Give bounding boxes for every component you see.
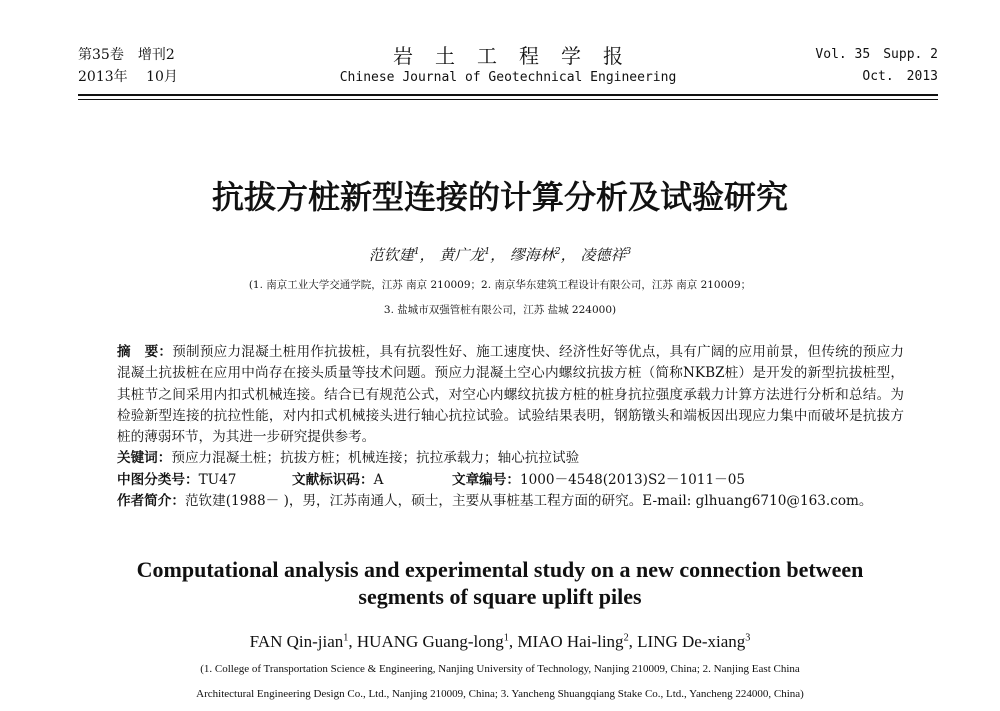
document-code: 文献标识码：A [292,471,384,488]
journal-name-en: Chinese Journal of Geotechnical Engineering [339,70,677,85]
author-en: HUANG Guang-long$^1$, [356,632,518,651]
keywords [117,448,904,469]
keywords-label: 关键词： [117,450,172,467]
authors-en [0,632,1000,652]
abstract-label: 摘 要： [117,344,173,360]
author-bio-label: 作者简介： [117,493,185,510]
author-bio [117,491,904,512]
affiliation-cn-line1: (1. 南京工业大学交通学院，江苏 南京 210009；2. 南京华东建筑工程设计有限公司，江苏 南京 210009； [248,279,752,291]
affiliation-cn-line2: 3. 盐城市双强管桩有限公司，江苏 盐城 224000) [383,304,617,316]
header-right [815,44,938,88]
abstract [117,342,904,448]
author-cn: 黄广龙$^1$， [439,246,506,264]
journal-name-cn: 岩土工程学报 [393,44,645,68]
paper-title-en [0,556,1000,610]
article-number: 文章编号：1000－4548(2013)S2－1011－05 [452,471,745,488]
author-en: FAN Qin-jian$^1$, [249,632,357,651]
publication-date-en: Oct. 2013 [862,69,938,84]
header-center [78,44,938,88]
classification-line [117,470,904,491]
volume-supp-en: Vol. 35 Supp. 2 [815,47,938,62]
author-en: LING De-xiang$^3$ [637,632,751,651]
author-cn: 范钦建$^1$， [368,246,435,264]
journal-header [78,44,938,96]
header-rule-thin [78,99,938,100]
abstract-text: 预制预应力混凝土桩用作抗拔桩，具有抗裂性好、施工速度快、经济性好等优点，具有广阔的应用前景，但传统的预应力混凝土抗拔桩在应用中尚存在接头质量等技术问题。预应力混凝土空心内螺纹抗拔方桩（简称NKBZ桩）是开发的新型抗拔桩型，其桩节之间采用内扣式机械连接。结合已有规范公式，对空心内螺纹抗拔方桩的桩身抗拉强度承载力计算方法进行分析和总结。为检验新型连接的抗拉性能，对内扣式机械接头进行轴心抗拉试验。试验结果表明，钢筋镦头和端板因出现应力集中而破坏是抗拔方桩的薄弱环节，为其进一步研究提供参考。 [117,344,905,446]
abstract-block [117,342,904,512]
header-rule-thick [78,94,938,96]
author-en: MIAO Hai-ling$^2$, [517,632,638,651]
author-cn: 凌德祥$^3$ [580,246,632,264]
author-cn: 缪海林$^2$， [509,246,576,264]
affiliation-en-line2: Architectural Engineering Design Co., Ltd., Nanjing 210009, China; 3. Yancheng Shuangqiang Stake Co., Ltd., Yancheng 224000, China) [196,688,804,700]
authors-cn [0,244,1000,265]
volume-issue: 第35卷 增刊2 [78,47,175,63]
clc-number: 中图分类号：TU47 [117,471,237,488]
keywords-text: 预应力混凝土桩；抗拔方桩；机械连接；抗拉承载力；轴心抗拉试验 [171,450,580,467]
publication-date-cn: 2013年 10月 [78,69,178,85]
paper-title-en-text: Computational analysis and experimental study on a new connection between segments of square uplift piles [136,557,864,609]
author-bio-text: 范钦建(1988－ )，男，江苏南通人，硕士，主要从事桩基工程方面的研究。E-mail: glhuang6710@163.com。 [184,493,873,510]
paper-title-cn: 抗拔方桩新型连接的计算分析及试验研究 [211,178,788,216]
affiliation-en-line1: (1. College of Transportation Science & Engineering, Nanjing University of Technology, Nanjing 210009, China; 2. Nanjing East China [200,663,800,675]
